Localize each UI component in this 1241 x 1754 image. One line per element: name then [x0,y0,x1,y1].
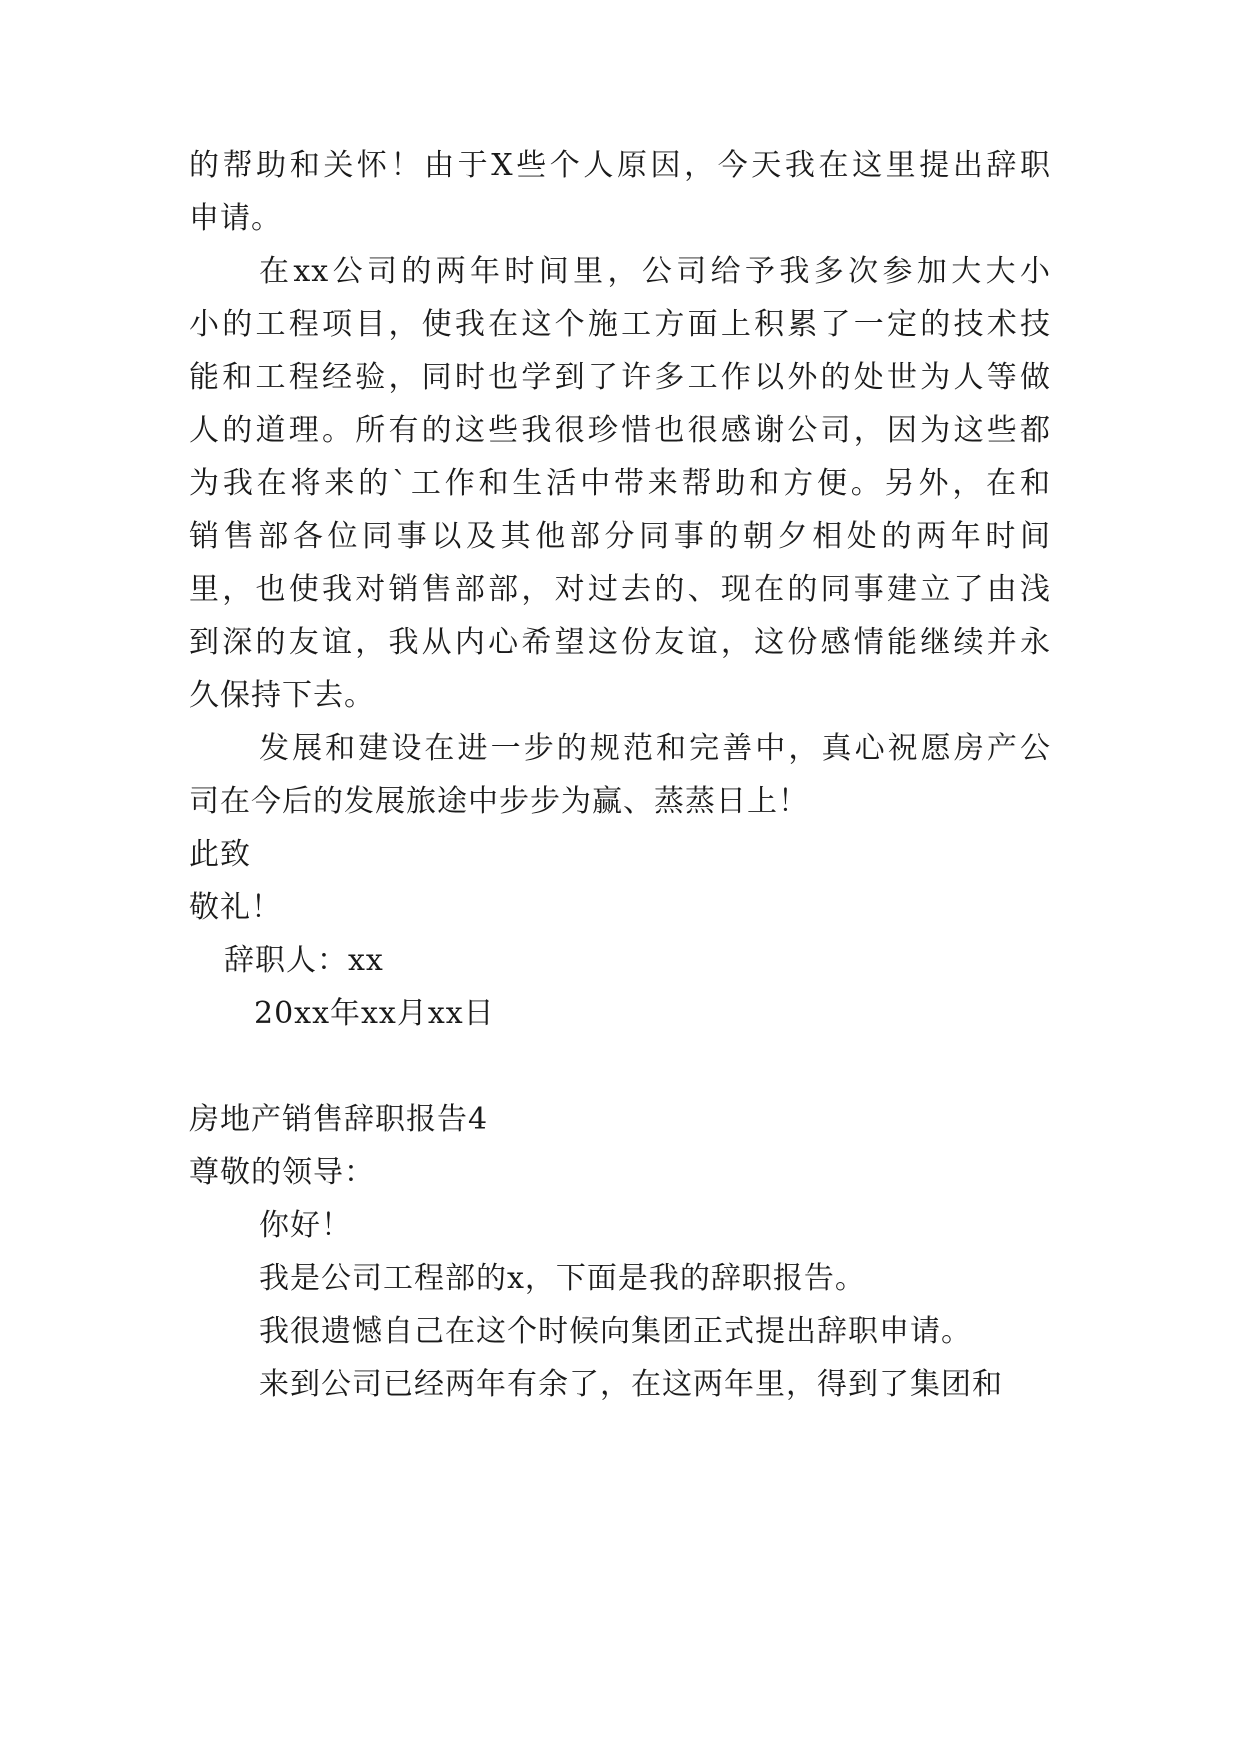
paragraph-line: 申请。 [189,201,282,236]
closing-salutation: 此致 [189,837,251,872]
paragraph-line: 在xx公司的两年时间里，公司给予我多次参加大大小 [259,254,1051,289]
paragraph-line: 来到公司已经两年有余了，在这两年里，得到了集团和 [259,1367,1003,1402]
paragraph-line: 能和工程经验，同时也学到了许多工作以外的处世为人等做 [189,360,1051,395]
paragraph-line: 为我在将来的`工作和生活中带来帮助和方便。另外，在和 [189,466,1051,501]
closing-salutation: 敬礼！ [189,890,282,925]
paragraph-line: 到深的友谊，我从内心希望这份友谊，这份感情能继续并永 [189,625,1051,660]
letter-hello: 你好！ [259,1208,352,1243]
paragraph-line: 司在今后的发展旅途中步步为赢、蒸蒸日上！ [189,784,809,819]
paragraph-line: 发展和建设在进一步的规范和完善中，真心祝愿房产公 [259,731,1051,766]
paragraph-line: 销售部各位同事以及其他部分同事的朝夕相处的两年时间 [189,519,1051,554]
date-line: 20xx年xx月xx日 [254,996,495,1031]
paragraph-line: 里，也使我对销售部部，对过去的、现在的同事建立了由浅 [189,572,1051,607]
paragraph-line: 的帮助和关怀！由于X些个人原因，今天我在这里提出辞职 [189,148,1051,183]
paragraph-line: 小的工程项目，使我在这个施工方面上积累了一定的技术技 [189,307,1051,342]
signer-line: 辞职人：xx [224,943,384,978]
paragraph-line: 人的道理。所有的这些我很珍惜也很感谢公司，因为这些都 [189,413,1051,448]
letter-greeting: 尊敬的领导： [189,1155,375,1190]
section-title: 房地产销售辞职报告4 [189,1102,489,1137]
paragraph-line: 久保持下去。 [189,678,375,713]
paragraph-line: 我是公司工程部的x，下面是我的辞职报告。 [259,1261,866,1296]
paragraph-line: 我很遗憾自己在这个时候向集团正式提出辞职申请。 [259,1314,972,1349]
